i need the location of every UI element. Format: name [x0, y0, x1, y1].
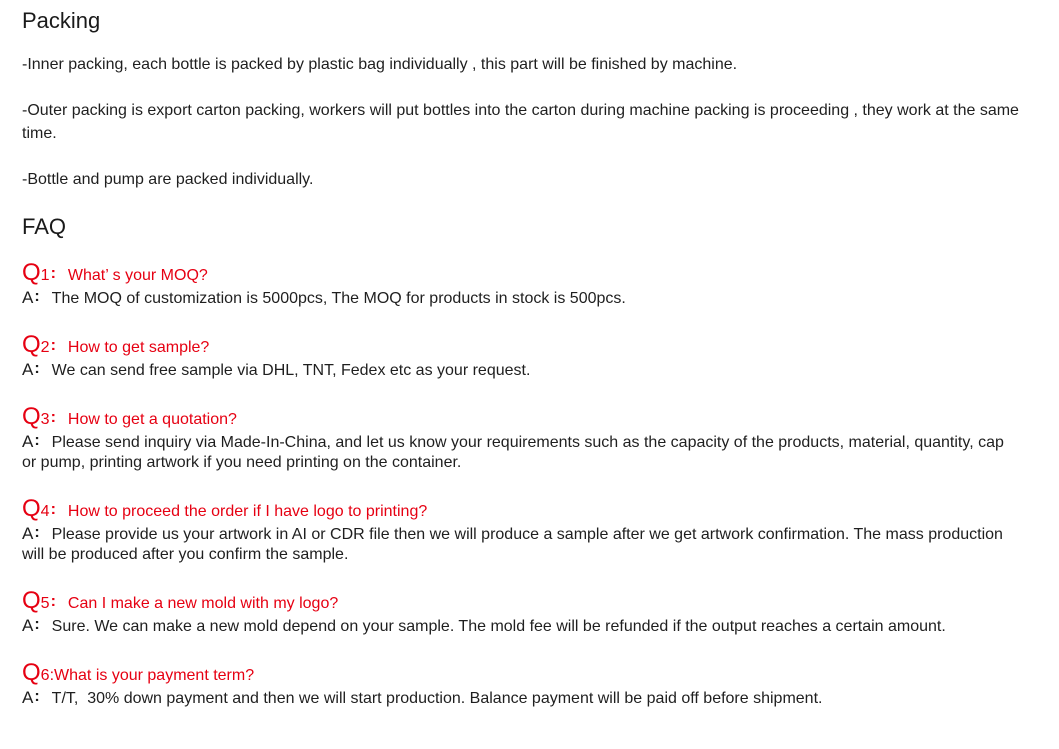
- faq-answer-line: [22, 616, 1022, 637]
- question-marker: Q: [22, 587, 41, 614]
- question-marker: Q: [22, 259, 41, 286]
- question-colon: :: [50, 337, 56, 354]
- question-colon: :: [50, 501, 56, 518]
- question-number: 2: [40, 339, 50, 356]
- question-marker: Q: [22, 495, 41, 522]
- faq-answer-line: [22, 432, 1022, 473]
- answer-colon: :: [34, 432, 40, 449]
- answer-colon: :: [34, 524, 40, 541]
- question-number: 6: [40, 667, 50, 684]
- answer-text: The MOQ of customization is 5000pcs, The MOQ for products in stock is 500pcs.: [51, 290, 626, 307]
- faq-answer-line: [22, 360, 1022, 381]
- packing-paragraph: -Outer packing is export carton packing, workers will put bottles into the carton during machine packing is proceeding , they work at the same time.: [22, 102, 1019, 142]
- question-text: How to proceed the order if I have logo to printing?: [67, 503, 428, 520]
- faq-item: [22, 405, 1022, 473]
- answer-text: We can send free sample via DHL, TNT, Fedex etc as your request.: [51, 362, 531, 379]
- question-text: How to get a quotation?: [67, 411, 237, 428]
- answer-colon: :: [34, 360, 40, 377]
- packing-paragraph: -Bottle and pump are packed individually.: [22, 171, 314, 188]
- question-marker: Q: [22, 331, 41, 358]
- answer-marker: A: [22, 288, 34, 307]
- faq-answer-line: [22, 288, 1022, 309]
- faq-question-line: [22, 261, 1022, 288]
- faq-item: [22, 497, 1022, 565]
- question-colon: :: [50, 593, 56, 610]
- question-number: 5: [40, 595, 50, 612]
- faq-item: [22, 333, 1022, 381]
- question-marker: Q: [22, 659, 41, 686]
- faq-item: [22, 261, 1022, 309]
- question-marker: Q: [22, 403, 41, 430]
- answer-text: Sure. We can make a new mold depend on your sample. The mold fee will be refunded if the output reaches a certain amount.: [51, 618, 946, 635]
- faq-list: [22, 261, 1022, 709]
- packing-paragraph: -Inner packing, each bottle is packed by plastic bag individually , this part will be finished by machine.: [22, 56, 738, 73]
- question-number: 1: [40, 267, 50, 284]
- faq-question-line: [22, 497, 1022, 524]
- answer-marker: A: [22, 616, 34, 635]
- question-number: 3: [40, 411, 50, 428]
- answer-text: Please send inquiry via Made-In-China, and let us know your requirements such as the capacity of the products, material, quantity, cap or pump, printing artwork if you need printing on the container.: [22, 434, 1004, 471]
- question-text: What’ s your MOQ?: [67, 267, 208, 284]
- answer-marker: A: [22, 432, 34, 451]
- question-colon: :: [49, 667, 55, 684]
- faq-answer-line: [22, 524, 1022, 565]
- question-colon: :: [50, 409, 56, 426]
- answer-marker: A: [22, 688, 34, 707]
- content-column: [22, 8, 1022, 709]
- question-text: Can I make a new mold with my logo?: [67, 595, 339, 612]
- faq-item: [22, 661, 1022, 709]
- answer-colon: :: [34, 288, 40, 305]
- packing-section-title: Packing: [22, 8, 101, 33]
- answer-colon: :: [34, 616, 40, 633]
- faq-question-line: [22, 661, 1022, 688]
- answer-marker: A: [22, 524, 34, 543]
- answer-text: T/T, 30% down payment and then we will start production. Balance payment will be paid off before shipment.: [51, 690, 823, 707]
- answer-colon: :: [34, 688, 40, 705]
- packing-paragraphs: [22, 53, 1022, 191]
- faq-question-line: [22, 589, 1022, 616]
- faq-item: [22, 589, 1022, 637]
- faq-question-line: [22, 405, 1022, 432]
- question-text: How to get sample?: [67, 339, 210, 356]
- question-number: 4: [40, 503, 50, 520]
- question-text: What is your payment term?: [54, 667, 255, 684]
- answer-text: Please provide us your artwork in AI or CDR file then we will produce a sample after we get artwork confirmation. The mass production will be produced after you confirm the sample.: [22, 526, 1003, 563]
- faq-question-line: [22, 333, 1022, 360]
- question-colon: :: [50, 265, 56, 282]
- faq-answer-line: [22, 688, 1022, 709]
- faq-section-title: FAQ: [22, 214, 67, 239]
- answer-marker: A: [22, 360, 34, 379]
